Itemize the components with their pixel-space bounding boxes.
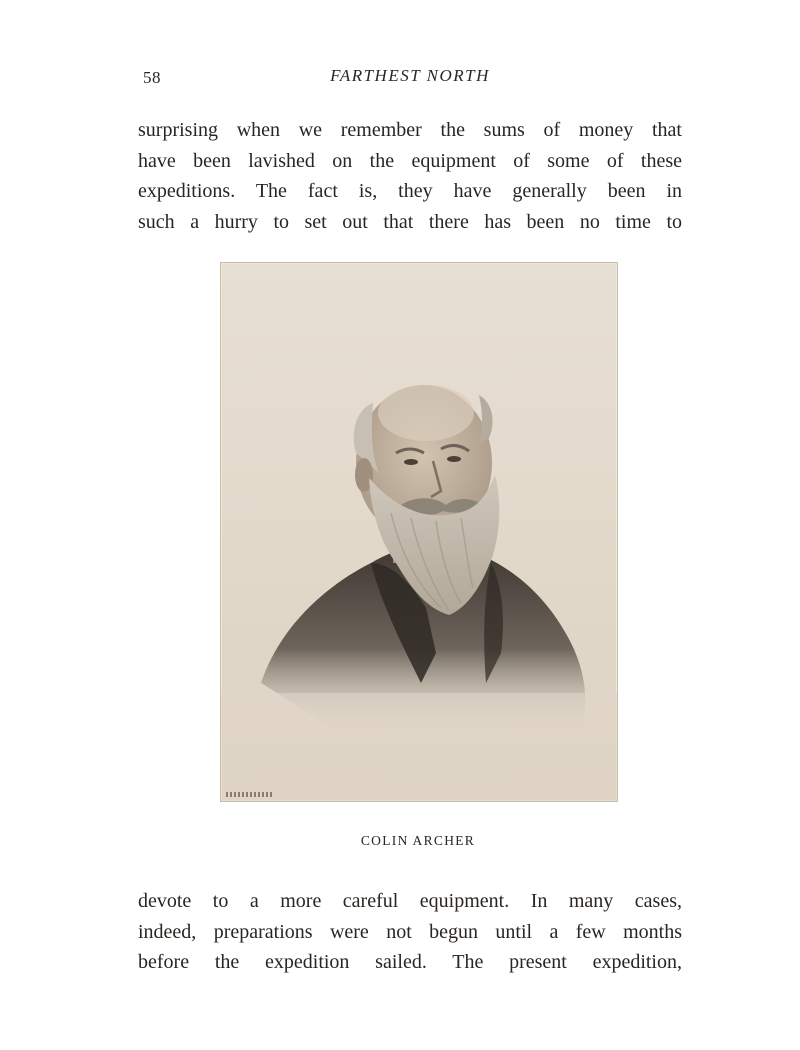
- text-line: before the expedition sailed. The present expedition,: [138, 951, 682, 973]
- portrait-image: [221, 263, 617, 801]
- eye-right: [447, 456, 461, 462]
- text-line: have been lavished on the equipment of some of these: [138, 149, 682, 172]
- body-text-bottom: [138, 886, 682, 978]
- portrait-plate: [220, 262, 618, 802]
- text-line: such a hurry to set out that there has been no time to: [138, 210, 682, 233]
- crown-highlight: [378, 385, 474, 441]
- body-text-top: [138, 115, 682, 237]
- page-number: 58: [143, 68, 161, 87]
- text-line: surprising when we remember the sums of money that: [138, 119, 682, 141]
- text-line: devote to a more careful equipment. In many cases,: [138, 890, 682, 912]
- page-header: [138, 66, 682, 94]
- side-hair-right: [479, 395, 493, 443]
- running-title: FARTHEST NORTH: [330, 66, 490, 85]
- text-line: indeed, preparations were not begun until a few months: [138, 920, 682, 943]
- engraver-mark: [226, 792, 274, 797]
- eye-left: [404, 459, 418, 465]
- plate-caption: COLIN ARCHER: [360, 833, 476, 848]
- text-line: expeditions. The fact is, they have generally been in: [138, 180, 682, 202]
